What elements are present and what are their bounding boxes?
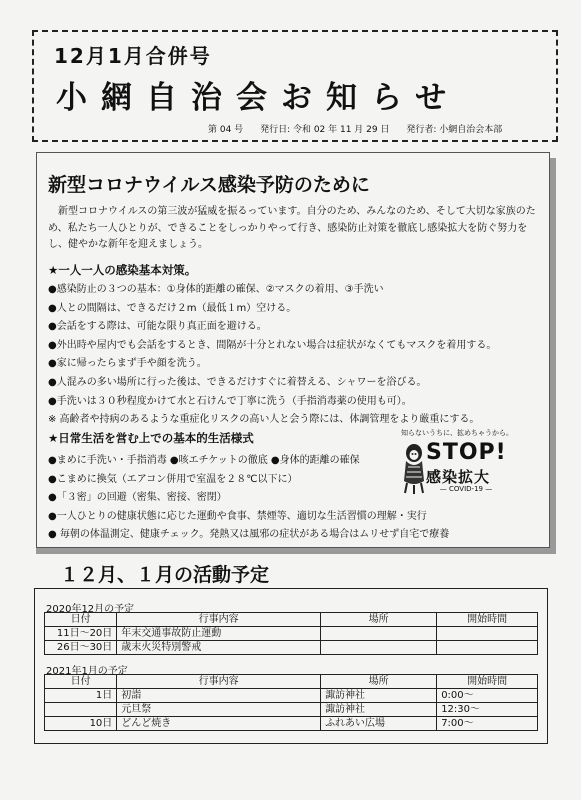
date-cell: 1日 (45, 689, 117, 703)
schedule-table (44, 612, 538, 655)
table-header-row (45, 675, 538, 689)
table-row (45, 641, 538, 655)
notice-shadow-right (550, 158, 556, 554)
time-cell (437, 641, 538, 655)
place-cell (321, 627, 437, 641)
time-cell: 7:00～ (437, 717, 538, 731)
column-header: 開始時間 (437, 613, 538, 627)
event-cell: 元旦祭 (117, 703, 321, 717)
list-item: ●感染防止の３つの基本：①身体的距離の確保、②マスクの着用、③手洗い (48, 284, 384, 295)
table-row (45, 689, 538, 703)
list-item: ●一人ひとりの健康状態に応じた運動や食事、禁煙等、適切な生活習慣の理解・実行 (48, 510, 427, 522)
column-header: 場所 (321, 613, 437, 627)
schedule-table (44, 674, 538, 731)
issue-subtitle: 12月1月合併号 (54, 44, 212, 68)
list-item: ●こまめに換気（エアコン併用で室温を２８℃以下に） (48, 473, 298, 485)
lifestyle-list (48, 452, 449, 545)
issue-date: 発行日: 令和 02 年 11 月 29 日 (260, 125, 390, 135)
table-row (45, 703, 538, 717)
place-cell: 諏訪神社 (321, 703, 437, 717)
column-header: 日付 (45, 613, 117, 627)
notice-shadow-bottom (36, 548, 550, 554)
column-header: 開始時間 (437, 675, 538, 689)
column-header: 場所 (321, 675, 437, 689)
schedule-block-label: 2020年12月の予定 (46, 604, 135, 615)
event-cell: 歳末火災特別警戒 (117, 641, 321, 655)
badge-subline: 感染拡大 (426, 468, 491, 486)
list-item: ●まめに手洗い・手指消毒 ●咳エチケットの徹底 ●身体的距離の確保 (48, 455, 360, 466)
time-cell: 0:00～ (437, 689, 538, 703)
list-item: ●手洗いは３０秒程度かけて水と石けんで丁寧に洗う（手指消毒薬の使用も可）。 (48, 395, 412, 407)
list-item: ●家に帰ったらまず手や顔を洗う。 (48, 358, 207, 370)
basic-measures-list (48, 281, 496, 430)
schedule-title: １２月、１月の活動予定 (60, 564, 270, 586)
badge-tagline: 知らないうちに、拡めちゃうから。 (401, 429, 513, 437)
stop-covid-badge (398, 428, 516, 498)
time-cell (437, 627, 538, 641)
column-header: 行事内容 (117, 613, 321, 627)
date-cell: 26日～30日 (45, 641, 117, 655)
notice-title: 新型コロナウイルス感染予防のために (48, 174, 370, 196)
date-cell (45, 703, 117, 717)
column-header: 行事内容 (117, 675, 321, 689)
badge-label: — COVID-19 — (439, 485, 493, 493)
table-row (45, 627, 538, 641)
amabie-figure-icon (402, 441, 426, 495)
event-cell: 年末交通事故防止運動 (117, 627, 321, 641)
issue-number: 第 04 号 (208, 125, 244, 135)
time-cell: 12:30～ (437, 703, 538, 717)
place-cell: 諏訪神社 (321, 689, 437, 703)
list-item: ●「３密」の回避（密集、密接、密閉） (48, 492, 227, 504)
list-item: ●人混みの多い場所に行った後は、できるだけすぐに着替える、シャワーを浴びる。 (48, 376, 427, 388)
date-cell: 11日～20日 (45, 627, 117, 641)
place-cell: ふれあい広場 (321, 717, 437, 731)
list-item: ●外出時や屋内でも会話をするとき、間隔が十分とれない場合は症状がなくてもマスクを着用する。 (48, 339, 497, 351)
notice-intro: 新型コロナウイルスの第三波が猛威を振るっています。自分のため、みんなのため、そして大切な家族のため、私たち一人ひとりが、できることをしっかりやって行き、感染防止対策を徹底し感染拡大を防ぐ努力をし、健やかな新年を迎えましょう。 (48, 206, 536, 250)
table-row (45, 717, 538, 731)
badge-headline: STOP! (426, 440, 507, 465)
issue-info (208, 122, 516, 135)
publisher: 発行者: 小網自治会本部 (406, 125, 503, 135)
list-item: ●会話をする際は、可能な限り真正面を避ける。 (48, 321, 267, 333)
schedule-block-label: 2021年1月の予定 (46, 666, 128, 677)
event-cell: どんど焼き (117, 717, 321, 731)
table-header-row (45, 613, 538, 627)
basic-measures-heading: ★一人一人の感染基本対策。 (48, 263, 197, 277)
newsletter-title: 小網自治会お知らせ (56, 80, 461, 116)
lifestyle-heading: ★日常生活を営む上での基本的生活様式 (48, 431, 254, 445)
date-cell: 10日 (45, 717, 117, 731)
list-item: ● 毎朝の体温測定、健康チェック。発熱又は風邪の症状がある場合はムリせず自宅で療養 (48, 529, 450, 541)
column-header: 日付 (45, 675, 117, 689)
list-item: ※ 高齢者や持病のあるような重症化リスクの高い人と会う際には、体調管理をより厳重にする。 (48, 414, 480, 426)
list-item: ●人との間隔は、できるだけ２m（最低１m）空ける。 (48, 302, 297, 314)
place-cell (321, 641, 437, 655)
event-cell: 初詣 (117, 689, 321, 703)
